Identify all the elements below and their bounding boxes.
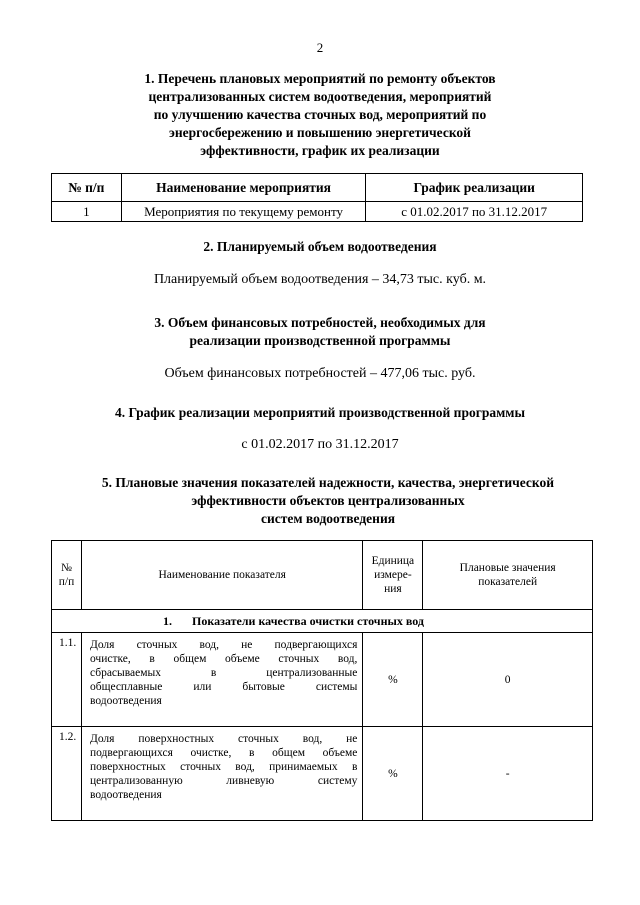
row-schedule: с 01.02.2017 по 31.12.2017 [366,202,583,222]
row-value: - [423,727,593,821]
row-unit: % [363,633,423,727]
header-num: № п/п [52,174,122,202]
indicators-header-row [52,541,593,610]
row-num: 1.1. [52,633,82,727]
section3-title [0,314,640,350]
section5-title [8,474,640,528]
row-unit: % [363,727,423,821]
indicators-table [51,540,593,821]
activities-table [51,173,583,222]
section4-title: 4. График реализации мероприятий производственной программы [114,405,526,420]
header-planned-values: Плановые значения показателей [423,541,593,610]
table-header-row [52,174,583,202]
section1-title-line: 1. Перечень плановых мероприятий по ремонту объектов [144,71,496,86]
header-num: № п/п [52,541,82,610]
section1-title [0,70,640,160]
section5-title-line: систем водоотведения [260,511,396,526]
section5-title-line: 5. Плановые значения показателей надежности, качества, энергетической [101,475,555,490]
section2-text: Планируемый объем водоотведения – 34,73 тыс. куб. м. [153,272,487,287]
section1-title-line: централизованных систем водоотведения, мероприятий [148,89,492,104]
header-indicator-name: Наименование показателя [81,541,362,610]
table-row [52,202,583,222]
section3-title-line: реализации производственной программы [189,333,451,348]
header-schedule: График реализации [366,174,583,202]
row-description: Доля сточных вод, не подвергающихся очистке, в общем объеме сточных вод, сбрасываемых в централизованные общесплавные или бытовые системы водоотведения [81,633,362,727]
row-activity-name: Мероприятия по текущему ремонту [121,202,366,222]
row-num: 1 [52,202,122,222]
table-row [52,727,593,821]
table-row [52,633,593,727]
header-activity-name: Наименование мероприятия [121,174,366,202]
section4-text: с 01.02.2017 по 31.12.2017 [241,437,399,452]
category-num: 1. [163,613,172,628]
section1-title-line: энергосбережению и повышению энергетической [169,125,471,140]
row-num: 1.2. [52,727,82,821]
section3-text: Объем финансовых потребностей – 477,06 тыс. руб. [164,366,476,381]
row-description: Доля поверхностных сточных вод, не подвергающихся очистке, в общем объеме поверхностных сточных вод, принимаемых в централизованную ливневую систему водоотведения [81,727,362,821]
section1-title-line: по улучшению качества сточных вод, мероприятий по [153,107,487,122]
section5-title-line: эффективности объектов централизованных [191,493,465,508]
section1-title-line: эффективности, график их реализации [200,143,440,158]
header-unit: Единица измере- ния [363,541,423,610]
section3-title-line: 3. Объем финансовых потребностей, необходимых для [154,315,486,330]
category-row [52,610,593,633]
category-title: Показатели качества очистки сточных вод [192,613,424,628]
page-number: 2 [316,40,324,55]
section2-title: 2. Планируемый объем водоотведения [203,239,437,254]
row-value: 0 [423,633,593,727]
